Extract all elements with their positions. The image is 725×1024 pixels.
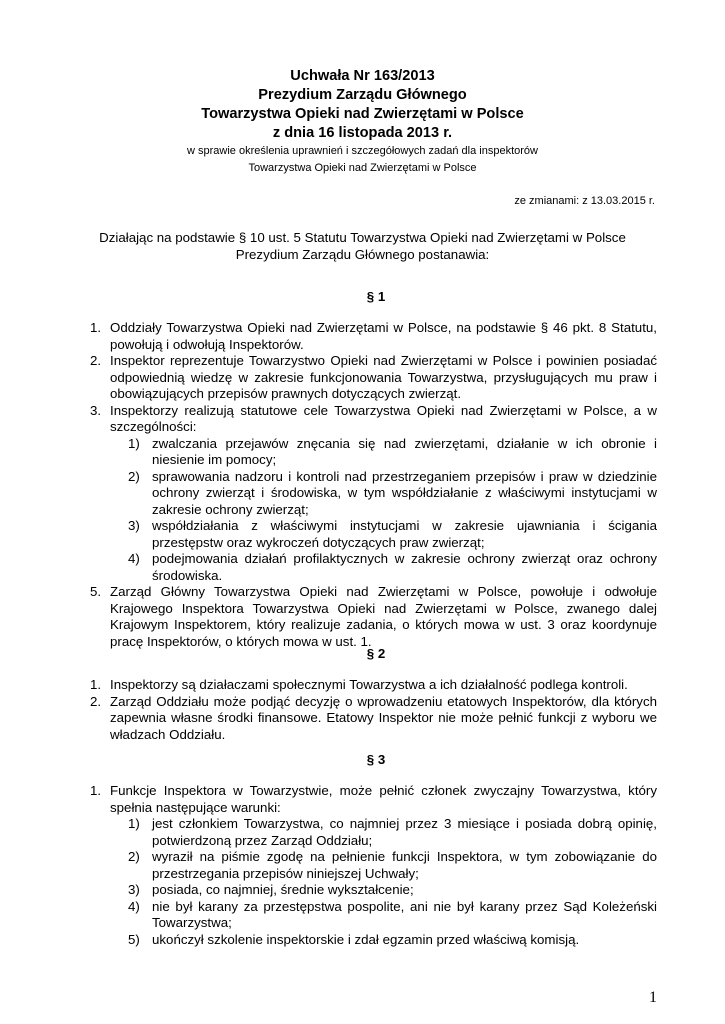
section-2-heading: § 2: [366, 646, 386, 661]
item-text: Inspektorzy realizują statutowe cele Towarzystwa Opieki nad Zwierzętami w Polsce, a w szczególności:: [110, 402, 657, 434]
list-item: [90, 694, 657, 744]
sub-item-text: współdziałania z właściwymi instytucjami w zakresie ujawniania i ścigania przestępstw oraz wykroczeń dotyczących praw zwierząt;: [152, 518, 657, 550]
intro-line-2: Prezydium Zarządu Głównego postanawia:: [235, 247, 490, 262]
sub-item-number: 1): [128, 435, 140, 451]
section-1-heading: § 1: [366, 289, 386, 304]
item-text: Oddziały Towarzystwa Opieki nad Zwierzętami w Polsce, na podstawie § 46 pkt. 8 Statutu, powołują i odwołują Inspektorów.: [110, 320, 657, 352]
sub-item-number: 1): [128, 816, 140, 831]
item-number: 3.: [90, 402, 102, 418]
section-3-heading: § 3: [366, 752, 386, 767]
sub-item-text: jest członkiem Towarzystwa, co najmniej przez 3 miesiące i posiada dobrą opinię, potwierdzoną przez Zarząd Oddziału;: [152, 816, 657, 848]
title-line-3: Towarzystwa Opieki nad Zwierzętami w Polsce: [201, 106, 524, 122]
section-2-list: [90, 677, 657, 743]
intro-line-1: Działając na podstawie § 10 ust. 5 Statutu Towarzystwa Opieki nad Zwierzętami w Polsce: [99, 230, 626, 245]
item-number: 2.: [90, 353, 102, 368]
sub-item-text: sprawowania nadzoru i kontroli nad przestrzeganiem przepisów i praw w dziedzinie ochrony zwierząt i środowiska, w tym współdziałanie z właściwymi instytucjami w zakresie ochrony zwierząt;: [152, 468, 657, 517]
sub-item-number: 2): [128, 849, 140, 864]
item-text: Funkcje Inspektora w Towarzystwie, może pełnić członek zwyczajny Towarzystwa, który spełnia następujące warunki:: [110, 783, 657, 815]
list-item: [90, 783, 657, 948]
item-text: Zarząd Oddziału może podjąć decyzję o wprowadzeniu etatowych Inspektorów, dla których zapewnia własne środki finansowe. Etatowy Inspektor nie może pełnić funkcji z wyboru we władzach Oddziału.: [110, 693, 657, 742]
sub-item-number: 4): [128, 898, 140, 914]
list-item: [90, 584, 657, 650]
item-number: 2.: [90, 693, 102, 709]
sub-list: [110, 436, 657, 585]
subtitle-line-2: Towarzystwa Opieki nad Zwierzętami w Polsce: [248, 162, 477, 174]
sub-list-item: [110, 436, 657, 469]
list-item: [90, 677, 657, 694]
sub-list-item: [110, 899, 657, 932]
amendment-note: ze zmianami: z 13.03.2015 r.: [514, 195, 655, 207]
sub-list-item: [110, 816, 657, 849]
title-line-1: Uchwała Nr 163/2013: [290, 68, 435, 84]
intro-paragraph: [0, 229, 725, 263]
list-item: [90, 403, 657, 585]
section-3-list: [90, 783, 657, 948]
list-item: [90, 353, 657, 403]
sub-item-text: zwalczania przejawów znęcania się nad zwierzętami, działanie w ich obronie i niesienie im pomocy;: [152, 435, 657, 467]
sub-item-text: nie był karany za przestępstwa pospolite, ani nie był karany przez Sąd Koleżeński Towarzystwa;: [152, 898, 657, 930]
item-text: Zarząd Główny Towarzystwa Opieki nad Zwierzętami w Polsce, powołuje i odwołuje Krajowego Inspektora Towarzystwa Opieki nad Zwierzętami w Polsce, zwanego dalej Krajowym Inspektorem, który realizuje zadania, o których mowa w ust. 3 oraz koordynuje pracę Inspektorów, o których mowa w ust. 1.: [110, 584, 657, 649]
title-line-2: Prezydium Zarządu Głównego: [258, 87, 467, 103]
item-text: Inspektorzy są działaczami społecznymi Towarzystwa a ich działalność podlega kontroli.: [110, 677, 628, 692]
sub-item-number: 5): [128, 931, 140, 947]
sub-item-text: wyraził na piśmie zgodę na pełnienie funkcji Inspektora, w tym zobowiązanie do przestrzegania przepisów niniejszej Uchwały;: [152, 849, 657, 881]
document-title: [0, 67, 725, 177]
item-number: 1.: [90, 783, 102, 798]
sub-list-item: [110, 882, 657, 899]
sub-item-text: podejmowania działań profilaktycznych w zakresie ochrony zwierząt oraz ochrony środowiska.: [152, 551, 657, 583]
subtitle-line-1: w sprawie określenia uprawnień i szczegółowych zadań dla inspektorów: [187, 145, 538, 157]
sub-list-item: [110, 932, 657, 949]
sub-list-item: [110, 551, 657, 584]
page-number: 1: [649, 989, 657, 1006]
sub-item-number: 2): [128, 468, 140, 484]
sub-item-text: ukończył szkolenie inspektorskie i zdał egzamin przed właściwą komisją.: [152, 931, 580, 947]
item-number: 1.: [90, 677, 102, 692]
sub-item-text: posiada, co najmniej, średnie wykształcenie;: [152, 882, 414, 897]
sub-item-number: 4): [128, 551, 140, 566]
sub-list: [110, 816, 657, 948]
item-number: 1.: [90, 320, 102, 335]
list-item: [90, 320, 657, 353]
section-1-list: [90, 320, 657, 650]
sub-list-item: [110, 518, 657, 551]
title-date: z dnia 16 listopada 2013 r.: [272, 125, 453, 141]
item-number: 5.: [90, 584, 102, 599]
sub-list-item: [110, 469, 657, 519]
sub-list-item: [110, 849, 657, 882]
sub-item-number: 3): [128, 518, 140, 533]
sub-item-number: 3): [128, 882, 140, 897]
item-text: Inspektor reprezentuje Towarzystwo Opieki nad Zwierzętami w Polsce i powinien posiadać odpowiednią wiedzę w zakresie funkcjonowania Towarzystwa, przysługujących mu praw i obowiązujących przepisów prawnych dotyczących zwierząt.: [110, 353, 657, 401]
